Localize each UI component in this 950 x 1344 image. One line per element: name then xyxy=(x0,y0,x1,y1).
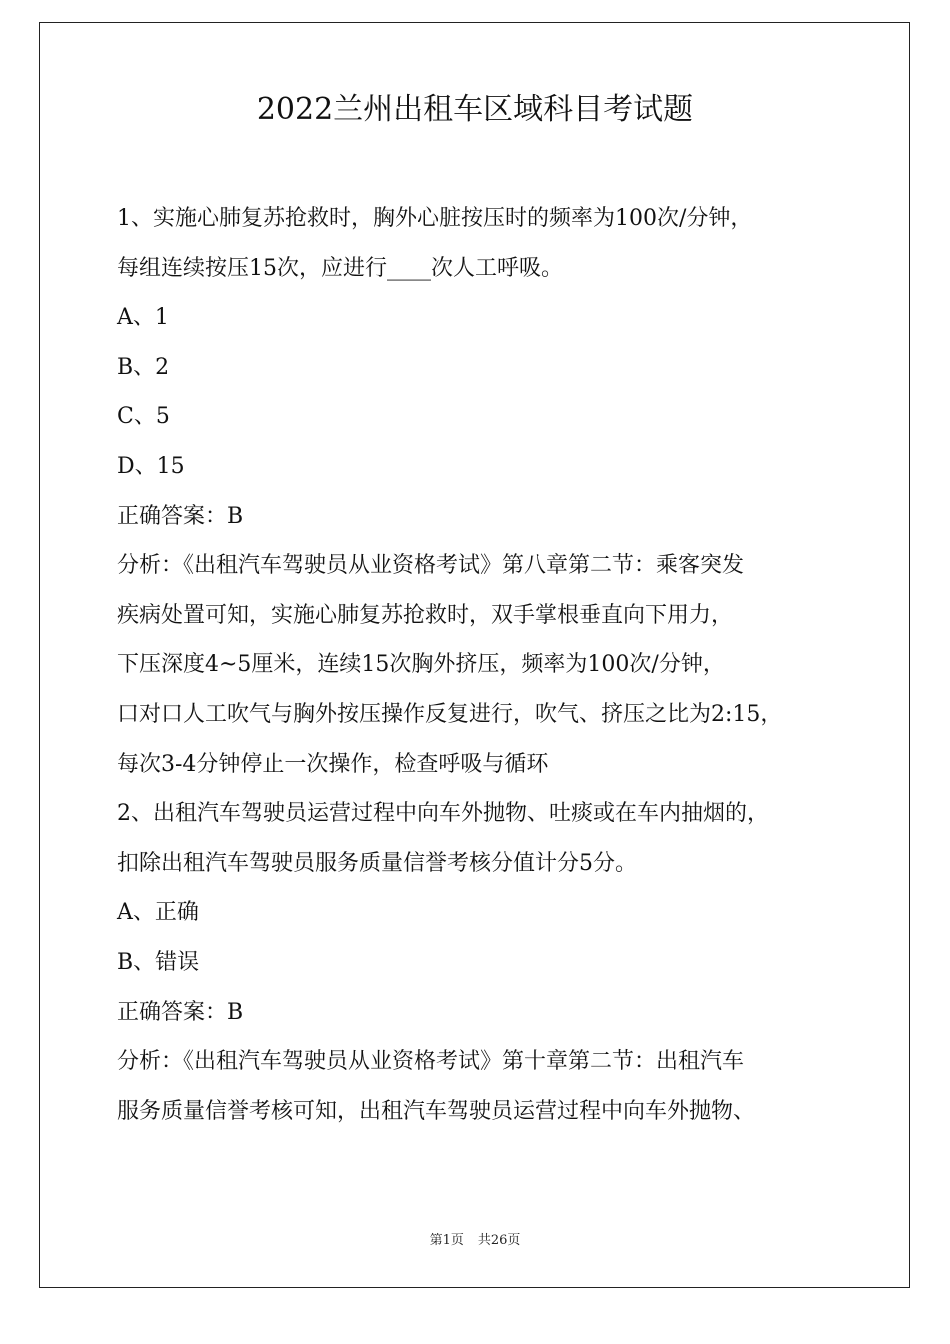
text-line: 正确答案：B xyxy=(117,999,244,1025)
text-line: 口对口人工吹气与胸外按压操作反复进行，吹气、挤压之比为2:15， xyxy=(117,701,783,727)
text-line: 服务质量信誉考核可知，出租汽车驾驶员运营过程中向车外抛物、 xyxy=(117,1098,756,1124)
text-line: D、15 xyxy=(117,453,185,479)
text-line: 正确答案：B xyxy=(117,503,244,529)
document-title: 2022兰州出租车区域科目考试题 xyxy=(256,92,694,127)
text-line: 分析：《出租汽车驾驶员从业资格考试》第八章第二节：乘客突发 xyxy=(117,553,745,579)
text-line: 扣除出租汽车驾驶员服务质量信誉考核分值计分5分。 xyxy=(117,850,637,876)
text-line: 每次3-4分钟停止一次操作，检查呼吸与循环 xyxy=(117,751,549,777)
text-line: A、正确 xyxy=(117,900,199,926)
text-line: 1、实施心肺复苏抢救时，胸外心脏按压时的频率为100次/分钟， xyxy=(117,206,753,231)
text-line: 分析：《出租汽车驾驶员从业资格考试》第十章第二节：出租汽车 xyxy=(117,1049,745,1075)
page-total: 共26页 xyxy=(477,1233,521,1248)
page-number: 第1页 xyxy=(429,1233,464,1248)
text-line: B、2 xyxy=(117,354,170,380)
document-body xyxy=(117,194,857,1136)
text-line: 下压深度4~5厘米，连续15次胸外挤压，频率为100次/分钟， xyxy=(117,652,725,678)
text-line: B、错误 xyxy=(117,949,200,975)
page-footer xyxy=(0,1232,950,1250)
text-line: C、5 xyxy=(117,404,170,430)
text-line: 每组连续按压15次，应进行____次人工呼吸。 xyxy=(117,255,563,281)
text-line: 疾病处置可知，实施心肺复苏抢救时，双手掌根垂直向下用力， xyxy=(117,602,734,628)
text-line: A、1 xyxy=(117,305,169,331)
text-line: 2、出租汽车驾驶员运营过程中向车外抛物、吐痰或在车内抽烟的， xyxy=(117,801,769,827)
